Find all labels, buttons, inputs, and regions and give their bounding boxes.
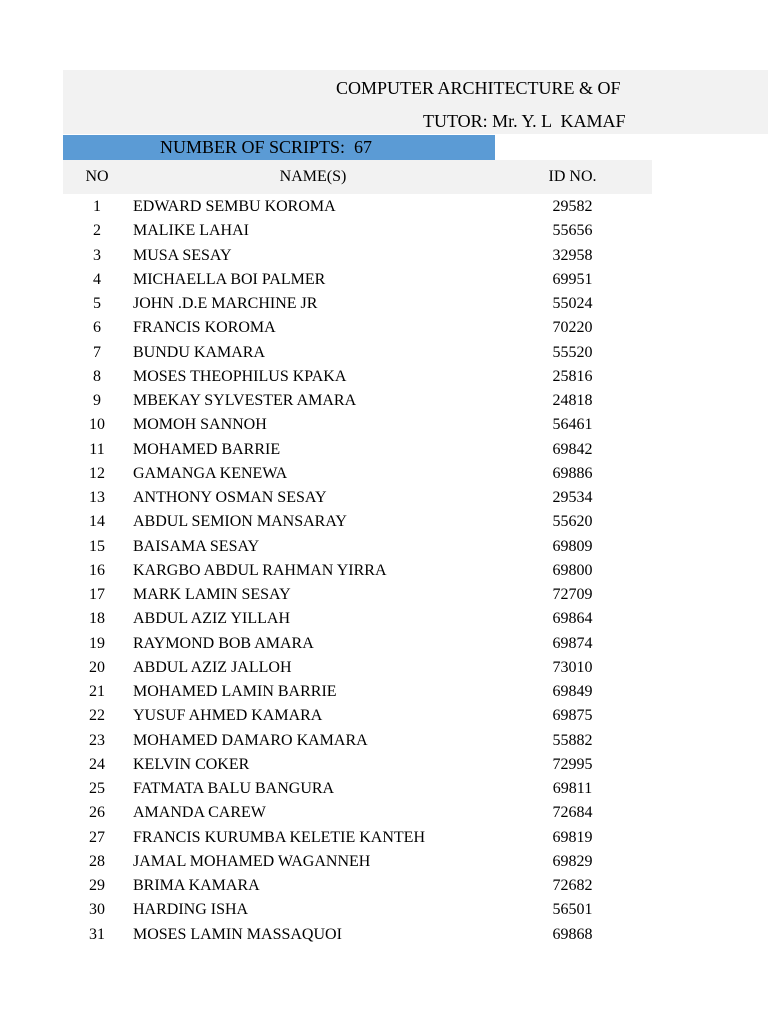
student-name: ABDUL AZIZ JALLOH (133, 658, 292, 676)
table-row (0, 463, 768, 487)
row-number: 28 (89, 852, 105, 870)
student-name: FRANCIS KOROMA (133, 319, 276, 337)
table-row (0, 414, 768, 438)
student-name: ABDUL SEMION MANSARAY (133, 513, 347, 531)
table-row (0, 657, 768, 681)
column-header-id: ID NO. (548, 168, 597, 185)
student-id: 55882 (552, 731, 593, 749)
row-number: 30 (89, 901, 105, 919)
student-name: HARDING ISHA (133, 901, 249, 919)
row-number: 17 (89, 586, 105, 603)
row-number: 27 (89, 828, 105, 846)
row-number: 4 (93, 270, 101, 288)
table-row (0, 536, 768, 560)
table-row (0, 730, 768, 754)
course-title: COMPUTER ARCHITECTURE & OF (336, 78, 621, 98)
student-name: GAMANGA KENEWA (133, 464, 288, 482)
row-number: 3 (93, 246, 101, 264)
student-id: 29534 (552, 489, 593, 506)
student-name: RAYMOND BOB AMARA (133, 634, 314, 652)
student-id: 56501 (552, 901, 593, 919)
table-row (0, 196, 768, 220)
row-number: 14 (89, 513, 105, 531)
student-id: 72995 (552, 755, 593, 773)
tutor-name: TUTOR: Mr. Y. L KAMAF (423, 111, 626, 131)
row-number: 6 (93, 319, 101, 337)
student-name: BAISAMA SESAY (133, 537, 260, 555)
student-id: 55656 (552, 222, 593, 240)
student-id: 72682 (552, 877, 593, 894)
row-number: 12 (89, 464, 105, 482)
student-id: 32958 (552, 246, 593, 264)
table-row (0, 584, 768, 608)
student-name: MOSES THEOPHILUS KPAKA (133, 367, 347, 385)
student-id: 69800 (552, 561, 593, 579)
student-name: BUNDU KAMARA (133, 343, 266, 361)
scripts-count-label: NUMBER OF SCRIPTS: 67 (160, 137, 373, 157)
row-number: 20 (89, 658, 105, 676)
student-name: MOHAMED BARRIE (133, 440, 281, 458)
row-number: 9 (93, 392, 101, 409)
student-id: 69819 (552, 828, 593, 846)
table-row (0, 269, 768, 293)
student-name: JOHN .D.E MARCHINE JR (133, 295, 318, 312)
student-name: ABDUL AZIZ YILLAH (133, 610, 291, 628)
student-id: 69875 (552, 707, 593, 725)
student-id: 69951 (552, 270, 593, 288)
table-row (0, 317, 768, 341)
student-name: MOMOH SANNOH (133, 416, 267, 434)
student-name: FRANCIS KURUMBA KELETIE KANTEH (133, 828, 425, 846)
table-row (0, 511, 768, 535)
row-number: 26 (89, 804, 105, 822)
row-number: 1 (93, 198, 101, 215)
student-id: 69874 (552, 634, 593, 652)
student-name: AMANDA CAREW (133, 804, 266, 822)
table-row (0, 899, 768, 923)
table-row (0, 245, 768, 269)
student-id: 70220 (552, 319, 593, 337)
table-row (0, 802, 768, 826)
table-row (0, 681, 768, 705)
student-id: 69868 (552, 925, 593, 943)
column-header-name: NAME(S) (279, 168, 347, 185)
student-name: FATMATA BALU BANGURA (133, 780, 335, 797)
table-row (0, 827, 768, 851)
student-id: 69809 (552, 537, 593, 555)
table-row (0, 608, 768, 632)
student-name: MARK LAMIN SESAY (133, 586, 291, 603)
column-header-no: NO (85, 168, 109, 185)
table-row (0, 293, 768, 317)
row-number: 10 (89, 416, 105, 434)
student-name: JAMAL MOHAMED WAGANNEH (133, 852, 371, 870)
student-id: 72684 (552, 804, 593, 822)
row-number: 31 (89, 925, 105, 943)
table-row (0, 851, 768, 875)
row-number: 15 (89, 537, 105, 555)
table-row (0, 342, 768, 366)
table-row (0, 439, 768, 463)
row-number: 29 (89, 877, 105, 894)
table-row (0, 366, 768, 390)
student-list (0, 196, 768, 948)
row-number: 8 (93, 367, 101, 385)
student-name: BRIMA KAMARA (133, 877, 260, 894)
student-name: MBEKAY SYLVESTER AMARA (133, 392, 357, 409)
row-number: 22 (89, 707, 105, 725)
row-number: 5 (93, 295, 101, 312)
table-row (0, 390, 768, 414)
student-id: 25816 (552, 367, 593, 385)
student-name: YUSUF AHMED KAMARA (133, 707, 323, 725)
student-id: 69849 (552, 683, 593, 700)
student-name: EDWARD SEMBU KOROMA (133, 198, 336, 215)
table-row (0, 875, 768, 899)
student-name: ANTHONY OSMAN SESAY (133, 489, 327, 506)
student-name: MALIKE LAHAI (133, 222, 249, 240)
student-name: KARGBO ABDUL RAHMAN YIRRA (133, 561, 387, 579)
row-number: 19 (89, 634, 105, 652)
student-name: MOSES LAMIN MASSAQUOI (133, 925, 342, 943)
student-id: 72709 (552, 586, 593, 603)
row-number: 7 (93, 343, 101, 361)
student-name: MUSA SESAY (133, 246, 232, 264)
table-row (0, 754, 768, 778)
student-id: 55620 (552, 513, 593, 531)
student-name: MOHAMED DAMARO KAMARA (133, 731, 368, 749)
table-row (0, 487, 768, 511)
student-id: 56461 (552, 416, 593, 434)
student-id: 69864 (552, 610, 593, 628)
row-number: 24 (89, 755, 105, 773)
row-number: 21 (89, 683, 105, 700)
row-number: 13 (89, 489, 105, 506)
student-id: 29582 (552, 198, 593, 215)
student-id: 69829 (552, 852, 593, 870)
student-id: 55024 (552, 295, 593, 312)
row-number: 18 (89, 610, 105, 628)
student-id: 69886 (552, 464, 593, 482)
row-number: 2 (93, 222, 101, 240)
row-number: 11 (89, 440, 105, 458)
student-id: 73010 (552, 658, 593, 676)
student-id: 55520 (552, 343, 593, 361)
row-number: 23 (89, 731, 105, 749)
student-id: 69811 (552, 780, 593, 797)
table-row (0, 560, 768, 584)
table-row (0, 778, 768, 802)
table-row (0, 705, 768, 729)
student-name: MOHAMED LAMIN BARRIE (133, 683, 337, 700)
row-number: 16 (89, 561, 105, 579)
student-name: MICHAELLA BOI PALMER (133, 270, 326, 288)
student-id: 69842 (552, 440, 593, 458)
table-row (0, 220, 768, 244)
student-id: 24818 (552, 392, 593, 409)
table-row (0, 924, 768, 948)
table-row (0, 633, 768, 657)
student-name: KELVIN COKER (133, 755, 250, 773)
row-number: 25 (89, 780, 105, 797)
